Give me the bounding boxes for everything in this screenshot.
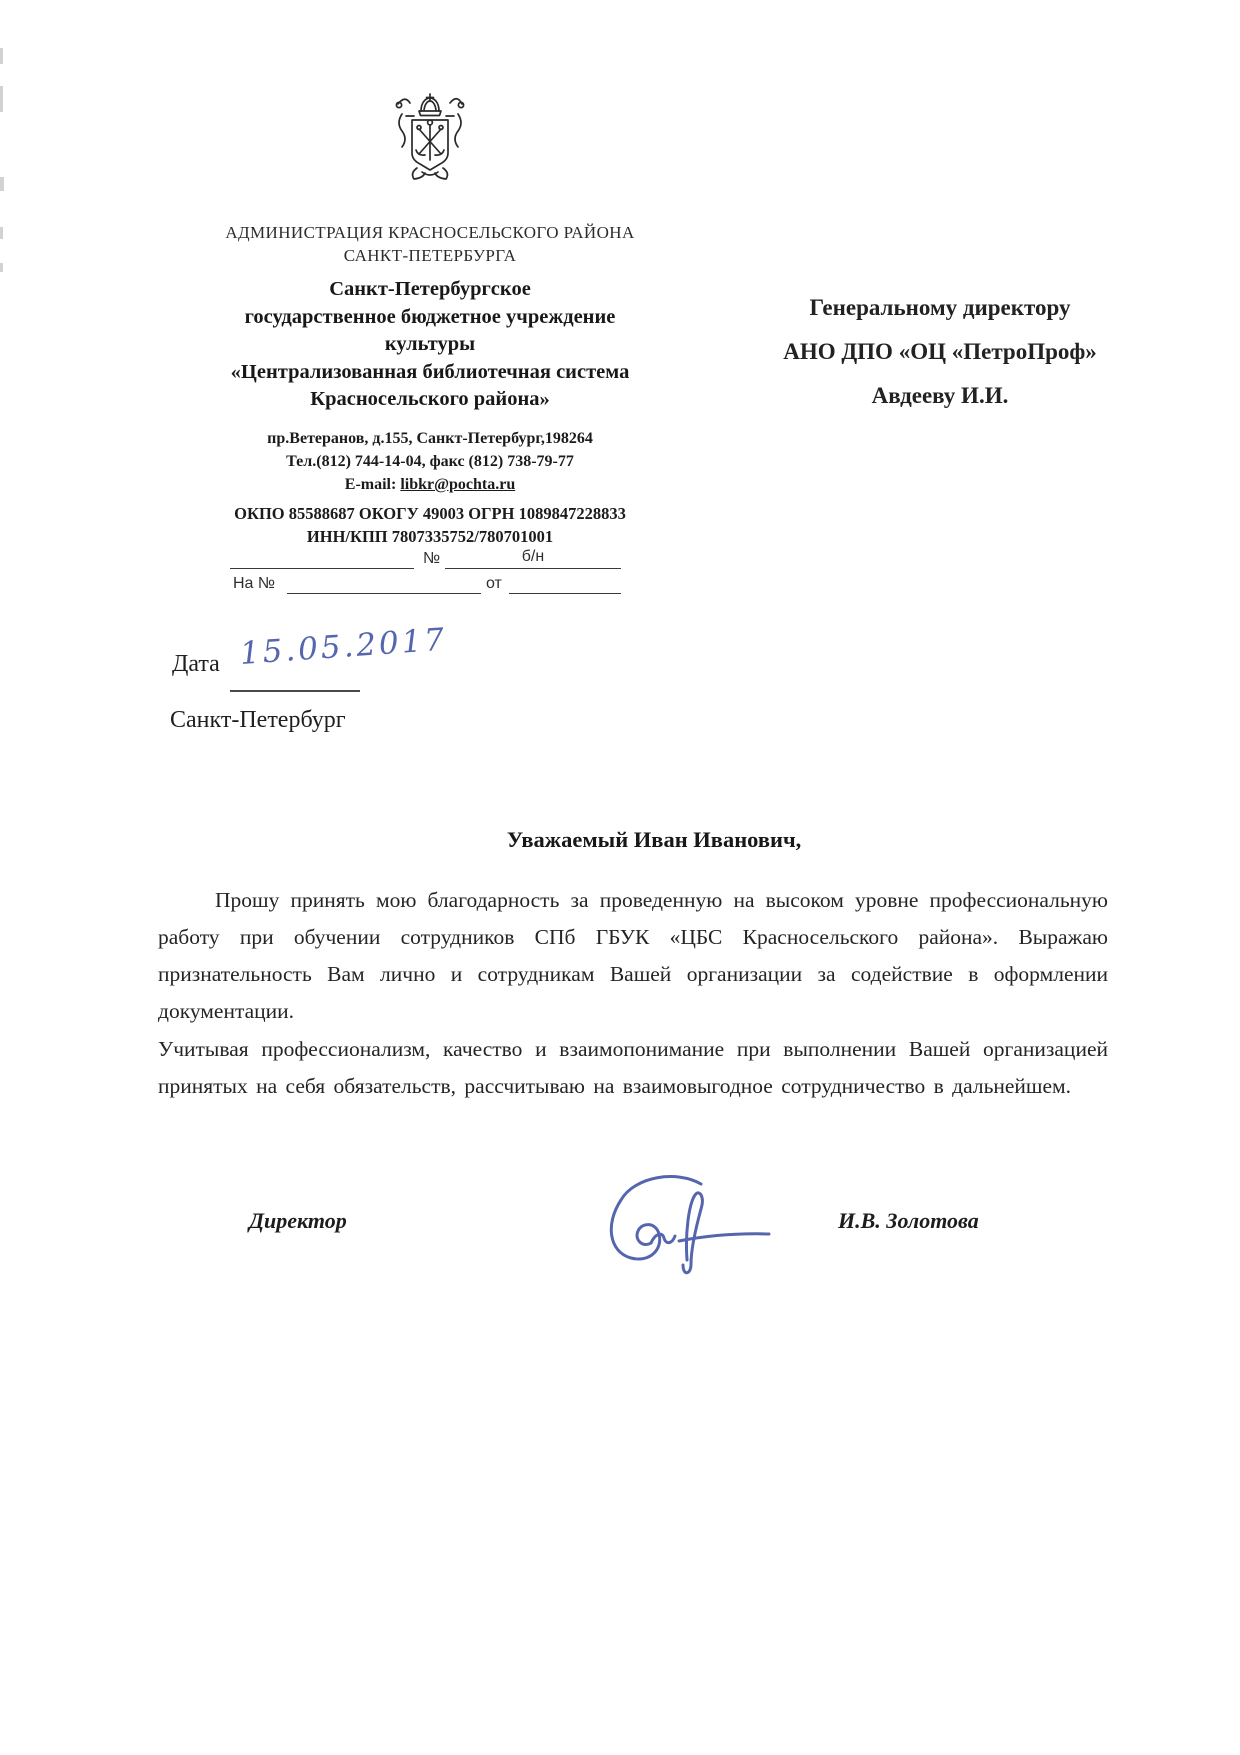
letterhead-admin-line: АДМИНИСТРАЦИЯ КРАСНОСЕЛЬСКОГО РАЙОНА (225, 223, 635, 242)
email-label: E-mail: (344, 476, 397, 493)
letterhead-org-name-line: культуры (384, 333, 476, 355)
scan-edge-artifact (0, 177, 4, 191)
reply-number-blank-line (287, 593, 481, 594)
scan-edge-artifact (0, 86, 3, 112)
outgoing-number-value-line (445, 568, 621, 569)
body-paragraph: Учитывая профессионализм, качество и взаимопонимание при выполнении Вашей организацией принятых на себя обязательств, рассчитываю на взаимовыгодное сотрудничество в дальнейшем. (158, 1037, 1108, 1098)
city-name: Санкт-Петербург (170, 707, 346, 733)
addressee-line: Генеральному директору (809, 295, 1071, 320)
letterhead-org-name-line: «Централизованная библиотечная система (230, 360, 630, 383)
handwritten-date: 15.05.2017 (238, 621, 449, 672)
signature-title: Директор (249, 1208, 347, 1233)
number-sign-label: № (423, 550, 441, 567)
letterhead-address-line: пр.Ветеранов, д.155, Санкт-Петербург,198264 (267, 430, 593, 447)
letterhead-admin-block (150, 221, 710, 267)
outgoing-number-value: б/н (521, 548, 545, 565)
email-address: libkr@pochta.ru (400, 476, 516, 493)
scan-edge-artifact (0, 48, 3, 64)
reply-to-label: На № (233, 575, 276, 592)
letterhead-org-name-line: государственное бюджетное учреждение (244, 305, 616, 328)
codes-line: ИНН/КПП 7807335752/780701001 (306, 527, 554, 546)
letterhead-phone-line: Тел.(812) 744-14-04, факс (812) 738-79-77 (286, 453, 574, 470)
scan-edge-artifact (0, 263, 3, 272)
scan-edge-artifact (0, 227, 3, 239)
addressee-line: АНО ДПО «ОЦ «ПетроПроф» (783, 339, 1097, 364)
codes-line: ОКПО 85588687 ОКОГУ 49003 ОГРН 1089847228833 (234, 504, 626, 523)
letterhead-admin-line: САНКТ-ПЕТЕРБУРГА (343, 246, 517, 265)
signature-name: И.В. Золотова (838, 1208, 979, 1233)
date-label: Дата (172, 651, 220, 677)
letterhead-email-line (150, 473, 710, 496)
letterhead-contacts (150, 427, 710, 496)
handwritten-signature (583, 1170, 778, 1280)
outgoing-number-blank-line (230, 568, 414, 569)
reply-from-label: от (486, 575, 502, 592)
letterhead-org-name-line: Санкт-Петербургское (329, 278, 531, 300)
letterhead-org-name-line: Красносельского района» (310, 388, 550, 410)
date-underline (230, 690, 360, 692)
body-paragraph: Прошу принять мою благодарность за проведенную на высоком уровне профессиональную работу при обучении сотрудников СПб ГБУК «ЦБС Красносельского района». Выражаю признательность Вам лично и сотрудникам Вашей организации за содействие в оформлении документации. (158, 888, 1108, 1023)
spb-coat-of-arms-icon (386, 92, 474, 192)
reply-date-blank-line (509, 593, 621, 594)
addressee-line: Авдееву И.И. (871, 383, 1009, 408)
letterhead-org-name (150, 276, 710, 414)
addressee-block (745, 286, 1135, 418)
salutation: Уважаемый Иван Иванович, (506, 827, 802, 852)
letterhead-codes (150, 502, 710, 548)
